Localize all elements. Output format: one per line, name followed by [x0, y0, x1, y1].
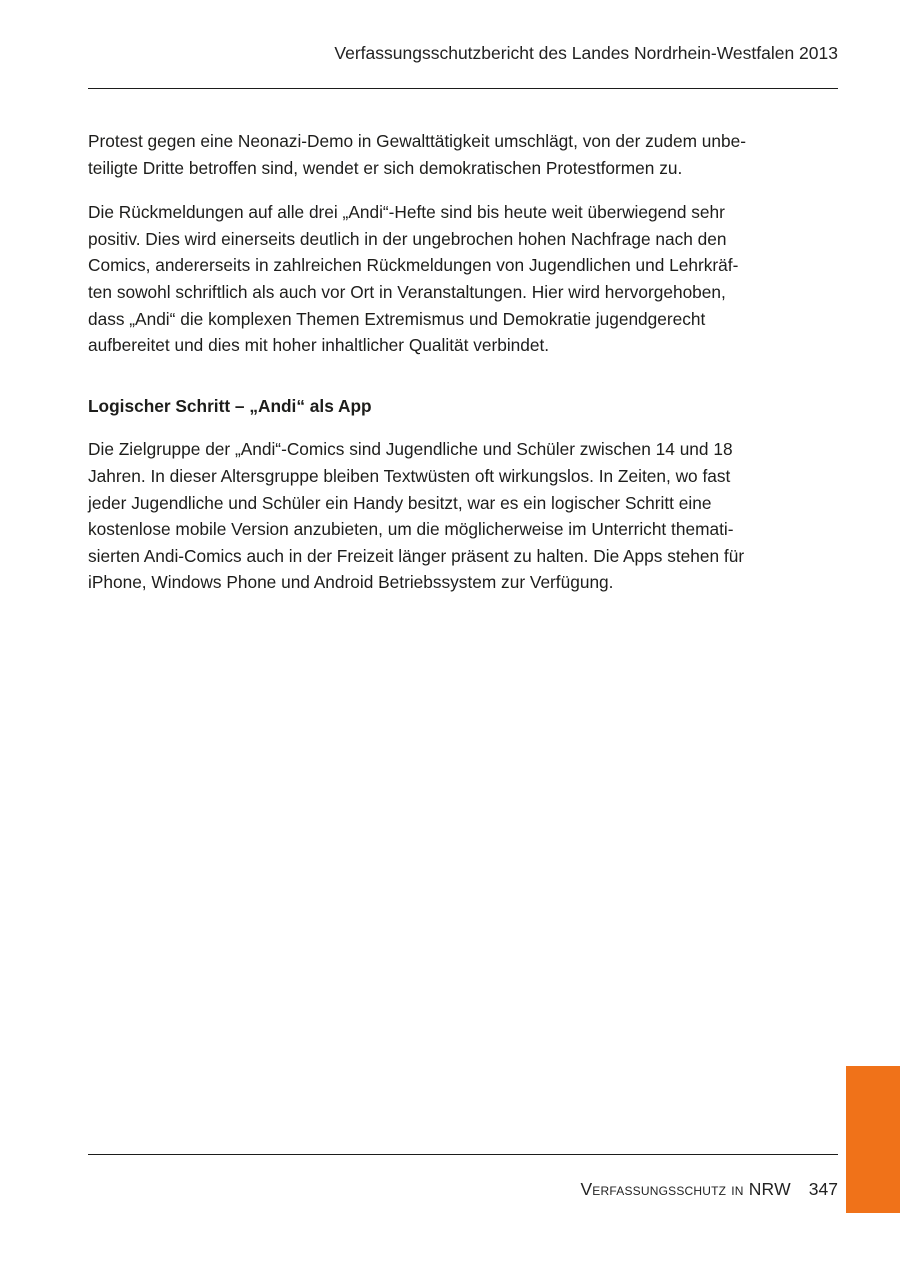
paragraph-3 — [88, 436, 808, 596]
page-footer — [580, 1178, 838, 1200]
paragraph-line: Jahren. In dieser Altersgruppe bleiben Textwüsten oft wirkungslos. In Zeiten, wo fast — [88, 465, 731, 486]
paragraph-line: jeder Jugendliche und Schüler ein Handy besitzt, war es ein logischer Schritt eine — [88, 492, 712, 513]
paragraph-line: Protest gegen eine Neonazi-Demo in Gewalttätigkeit umschlägt, von der zudem unbe- — [88, 131, 747, 151]
paragraph-line: ten sowohl schriftlich als auch vor Ort in Veranstaltungen. Hier wird hervorgehoben, — [88, 281, 726, 302]
paragraph-line: Comics, andererseits in zahlreichen Rückmeldungen von Jugendlichen und Lehrkräf- — [88, 255, 739, 276]
chapter-tab-marker — [846, 1066, 900, 1213]
footer-divider — [88, 1154, 838, 1155]
paragraph-1 — [88, 128, 808, 181]
paragraph-line: aufbereitet und dies mit hoher inhaltlicher Qualität verbindet. — [88, 335, 550, 356]
page-number: 347 — [808, 1179, 838, 1199]
running-header: Verfassungsschutzbericht des Landes Nordrhein-Westfalen 2013 — [334, 43, 838, 63]
main-content — [88, 128, 808, 614]
paragraph-line: dass „Andi“ die komplexen Themen Extremismus und Demokratie jugendgerecht — [88, 308, 706, 329]
paragraph-line: kostenlose mobile Version anzubieten, um die möglicherweise im Unterricht themati- — [88, 519, 734, 540]
footer-section-label: Verfassungsschutz in NRW — [580, 1179, 791, 1199]
header-divider — [88, 88, 838, 89]
paragraph-line: Die Zielgruppe der „Andi“-Comics sind Jugendliche und Schüler zwischen 14 und 18 — [88, 439, 733, 460]
paragraph-line: positiv. Dies wird einerseits deutlich in der ungebrochen hohen Nachfrage nach den — [88, 228, 727, 249]
paragraph-line: sierten Andi-Comics auch in der Freizeit länger präsent zu halten. Die Apps stehen für — [88, 545, 745, 566]
paragraph-2 — [88, 199, 808, 359]
section-heading: Logischer Schritt – „Andi“ als App — [88, 395, 372, 416]
paragraph-line: teiligte Dritte betroffen sind, wendet er sich demokratischen Protestformen zu. — [88, 157, 683, 178]
paragraph-line: Die Rückmeldungen auf alle drei „Andi“-Hefte sind bis heute weit überwiegend sehr — [88, 202, 725, 223]
paragraph-line: iPhone, Windows Phone und Android Betriebssystem zur Verfügung. — [88, 572, 614, 593]
